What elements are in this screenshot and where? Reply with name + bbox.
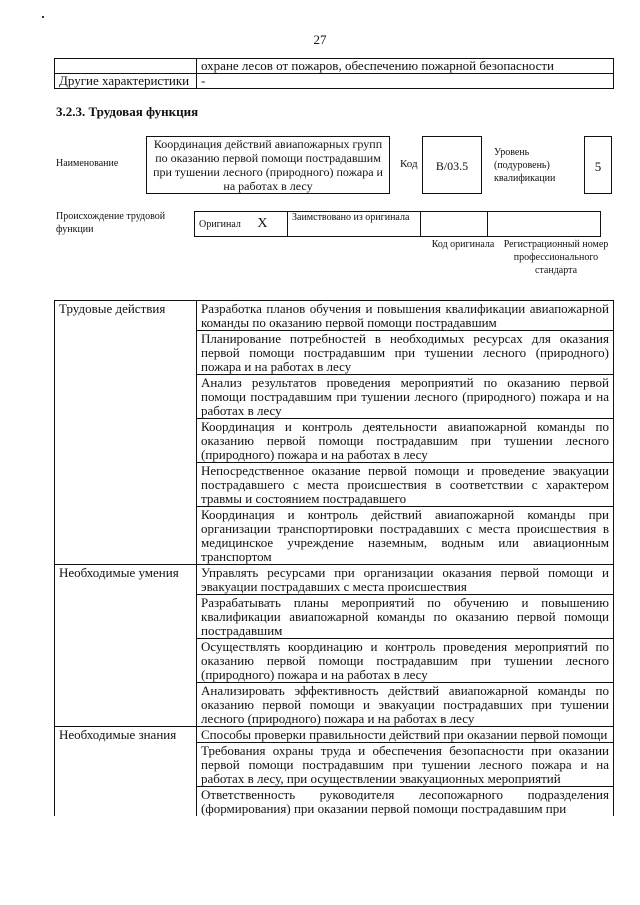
reg-number-label: Регистрационный номер профессионального стандарта (503, 239, 609, 276)
table-row (55, 727, 614, 743)
list-item: Осуществлять координацию и контроль проведения мероприятий по оказанию первой помощи пострадавшим при тушении лесного (природного) пожара и на работах в лесу (197, 639, 614, 683)
characteristics-table (54, 58, 614, 89)
section-heading: 3.2.3. Трудовая функция (56, 104, 199, 119)
section-label: Трудовые действия (55, 301, 197, 565)
origin-table (194, 211, 601, 237)
row-value: - (197, 74, 614, 89)
table-row (55, 59, 614, 74)
list-item: Требования охраны труда и обеспечения безопасности при оказании первой помощи пострадавшим при тушении лесного пожара и на работах в лесу, при осуществлении эвакуационных мероприятий (197, 743, 614, 787)
level-label: Уровень (подуровень) квалификации (494, 147, 556, 184)
table-row (195, 212, 601, 237)
name-label: Наименование (56, 158, 119, 169)
section-label: Необходимые умения (55, 565, 197, 727)
page-number: 27 (313, 32, 327, 47)
list-item: Разработка планов обучения и повышения квалификации авиапожарной команды по оказанию первой помощи пострадавшим (197, 301, 614, 331)
original-mark: X (257, 215, 268, 231)
list-item: Планирование потребностей в необходимых ресурсах для оказания первой помощи пострадавшим при тушении лесного (природного) пожара и на работах в лесу (197, 331, 614, 375)
original-label: Оригинал (199, 218, 241, 230)
list-item: Непосредственное оказание первой помощи и проведение эвакуации пострадавшего с места происшествия в соответствии с характером травмы и состоянием пострадавшего (197, 463, 614, 507)
borrowed-label: Заимствовано из оригинала (292, 212, 410, 223)
list-item: Координация и контроль действий авиапожарной команды при организации транспортировки пострадавших с места происшествия в медицинское учреждение наземным, водным или авиационным транспортом (197, 507, 614, 565)
function-code: B/03.5 (422, 136, 482, 194)
table-row (55, 565, 614, 595)
borrowed-cell (288, 212, 421, 237)
code-label: Код (400, 158, 418, 170)
table-row (55, 74, 614, 89)
reg-number-cell (488, 212, 601, 237)
list-item: Анализ результатов проведения мероприятий по оказанию первой помощи пострадавшим при тушении лесного (природного) пожара и на работах в лесу (197, 375, 614, 419)
function-name: Координация действий авиапожарных групп по оказанию первой помощи пострадавшим при тушении лесного (природного) пожара и на работах в лесу (146, 136, 390, 194)
original-code-label: Код оригинала (431, 239, 495, 250)
section-label: Необходимые знания (55, 727, 197, 817)
row-label: Другие характеристики (55, 74, 197, 89)
row-label (55, 59, 197, 74)
level-value: 5 (584, 136, 612, 194)
list-item: Анализировать эффективность действий авиапожарной команды по оказанию первой помощи и эвакуации пострадавших при тушении лесного (природного) пожара и на работах в лесу (197, 683, 614, 727)
row-value: охране лесов от пожаров, обеспечению пожарной безопасности (197, 59, 614, 74)
list-item: Разрабатывать планы мероприятий по обучению и повышению квалификации авиапожарной команды по оказанию первой помощи пострадавшим (197, 595, 614, 639)
original-code-cell (421, 212, 488, 237)
list-item: Управлять ресурсами при организации оказания первой помощи и эвакуации пострадавших с места происшествия (197, 565, 614, 595)
origin-label: Происхождение трудовой функции (56, 211, 166, 235)
list-item: Способы проверки правильности действий при оказании первой помощи (197, 727, 614, 743)
origin-cell (195, 212, 288, 237)
function-details-table (54, 300, 614, 816)
list-item: Ответственность руководителя лесопожарного подразделения (формирования) при оказании первой помощи пострадавшим при (197, 787, 614, 817)
list-item: Координация и контроль деятельности авиапожарной команды по оказанию первой помощи пострадавшим при тушении лесного (природного) пожара и на работах в лесу (197, 419, 614, 463)
scan-speck (42, 16, 44, 18)
table-row (55, 301, 614, 331)
